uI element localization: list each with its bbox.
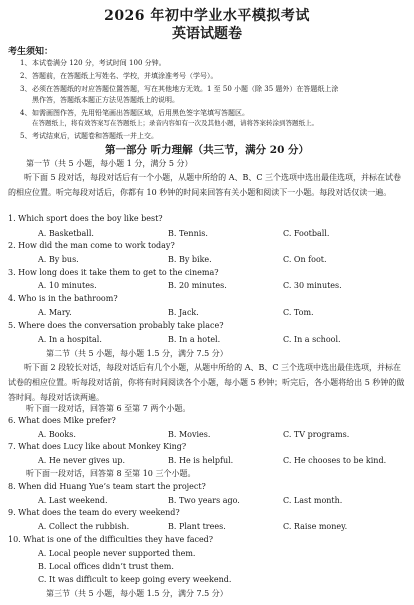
option-b: B. Two years ago. (168, 496, 240, 505)
question-stem: 10. What is one of the difficulties they have faced? (8, 535, 214, 544)
section2-instructions: 听下面 2 段较长对话，每段对话后有几个小题，从题中所给的 A、B、C 三个选项中选出最佳选项，并标在试卷的相应位置。听每段对话前，你将有时间阅读各个小题，每小题 5 秒钟；听完后，各小题将给出 5 秒钟的做答时间。每段对话读两遍。 (8, 363, 405, 402)
section1-heading: 第一节（共 5 小题，每小题 1 分，满分 5 分） (26, 159, 193, 168)
option-c: C. He chooses to be kind. (283, 456, 387, 465)
option-c: C. Raise money. (283, 522, 348, 531)
option-b: B. In a hotel. (168, 335, 221, 344)
option-a: A. Last weekend. (38, 496, 108, 505)
note-item: 1、本试卷满分 120 分，考试时间 100 分钟。 (20, 59, 166, 67)
question-stem: 8. When did Huang Yue’s team start the project? (8, 482, 206, 491)
note-item: 4、如需画图作答，先用铅笔画出答题区域，后用黑色签字笔填写答题区。 (20, 109, 249, 117)
note-item: 黑作答，答题纸本题正方法见答题纸上的说明。 (32, 96, 179, 104)
question-stem: 7. What does Lucy like about Monkey King? (8, 442, 187, 451)
part1-heading: 第一部分 听力理解（共三节，满分 20 分） (104, 144, 310, 156)
question-stem: 9. What does the team do every weekend? (8, 508, 180, 517)
option-b: B. 20 minutes. (168, 281, 227, 290)
option-c: C. TV programs. (283, 430, 350, 439)
option-c: C. On foot. (283, 255, 327, 264)
option-a: A. Basketball. (38, 229, 94, 238)
option-b: B. Jack. (168, 308, 199, 317)
option-b: B. Movies. (168, 430, 211, 439)
section1-instructions: 听下面 5 段对话，每段对话后有一个小题，从题中所给的 A、B、C 三个选项中选出最佳选项，并标在试卷的相应位置。听完每段对话后，你都有 10 秒钟的时间来回答有关小题和阅读下一小题。每段对话仅读一遍。 (8, 173, 402, 197)
option-b: B. Plant trees. (168, 522, 226, 531)
option-a: A. He never gives up. (38, 456, 126, 465)
dialog-intro: 听下面一段对话，回答第 8 至第 10 三个小题。 (26, 469, 196, 478)
option-b: B. Tennis. (168, 229, 208, 238)
question-stem: 4. Who is in the bathroom? (8, 294, 118, 303)
question-stem: 5. Where does the conversation probably take place? (8, 321, 224, 330)
section3-heading: 第三节（共 5 小题，每小题 1.5 分，满分 7.5 分） (46, 589, 228, 598)
option-c: C. Tom. (283, 308, 314, 317)
question-stem: 1. Which sport does the boy like best? (8, 214, 163, 223)
question-stem: 3. How long does it take them to get to the cinema? (8, 268, 219, 277)
section2-heading: 第二节（共 5 小题，每小题 1.5 分，满分 7.5 分） (46, 349, 228, 358)
note-item: 5、考试结束后，试题卷和答题纸一并上交。 (20, 132, 158, 140)
note-item: 3、必须在答题纸的对应答题位置答题，写在其他地方无效。1 至 50 小题（除 35 题外）在答题纸上涂 (20, 85, 339, 93)
note-item: 在答题纸上，将有效答案写在答题纸上；录音内容如有一次及其他小题，请将答案转涂到答题纸上。 (32, 119, 318, 127)
option-a: A. Books. (38, 430, 76, 439)
exam-title: 2026 年初中学业水平模拟考试 (104, 8, 310, 24)
option-b: B. Local offices didn’t trust them. (38, 562, 174, 571)
dialog-intro: 听下面一段对话，回答第 6 至第 7 两个小题。 (26, 404, 191, 413)
option-c: C. It was difficult to keep going every weekend. (38, 575, 232, 584)
question-stem: 2. How did the man come to work today? (8, 241, 175, 250)
option-b: B. He is helpful. (168, 456, 234, 465)
note-item: 2、答题前，在答题纸上写姓名、学校，并填涂准考号（学号）。 (20, 72, 218, 80)
exam-subtitle: 英语试题卷 (172, 26, 242, 42)
option-a: A. In a hospital. (38, 335, 102, 344)
option-a: A. Collect the rubbish. (38, 522, 130, 531)
option-a: A. Local people never supported them. (38, 549, 196, 558)
option-a: A. 10 minutes. (38, 281, 97, 290)
question-stem: 6. What does Mike prefer? (8, 416, 116, 425)
option-c: C. 30 minutes. (283, 281, 342, 290)
option-b: B. By bike. (168, 255, 212, 264)
option-c: C. In a school. (283, 335, 341, 344)
option-a: A. By bus. (38, 255, 79, 264)
option-c: C. Last month. (283, 496, 343, 505)
option-c: C. Football. (283, 229, 330, 238)
notes-heading: 考生须知： (8, 47, 54, 57)
option-a: A. Mary. (38, 308, 72, 317)
